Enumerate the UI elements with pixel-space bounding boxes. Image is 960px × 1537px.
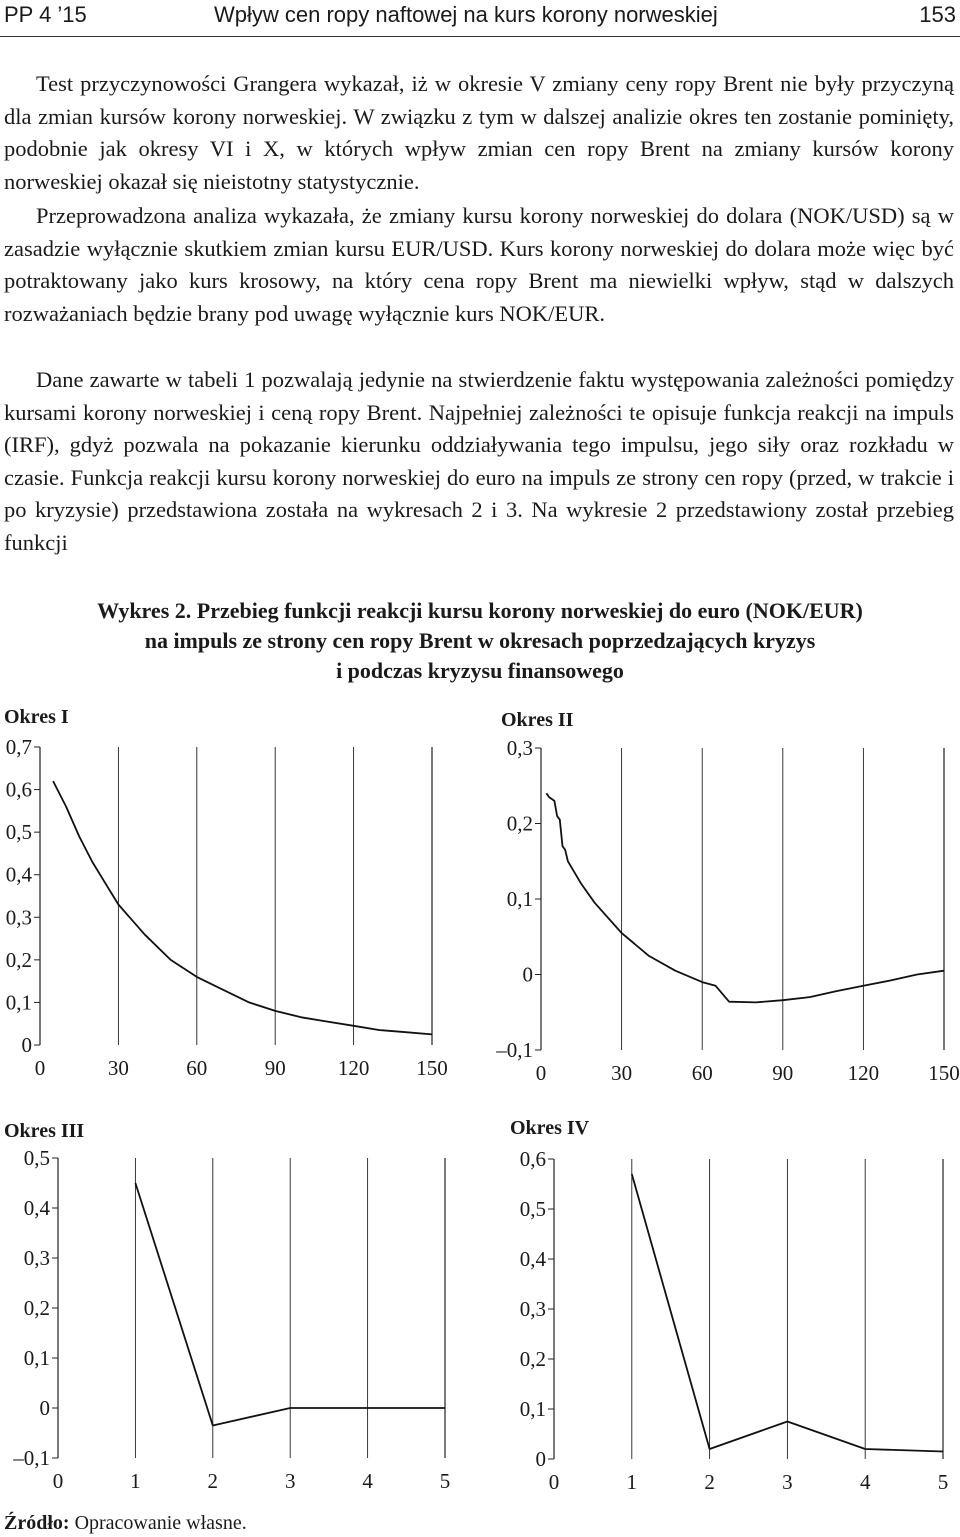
y-tick-label: 0,5 bbox=[5, 820, 32, 845]
x-tick-label: 60 bbox=[691, 1061, 713, 1085]
y-tick-label: 0,1 bbox=[506, 887, 533, 911]
y-tick-label: 0 bbox=[39, 1396, 50, 1420]
y-tick-label: 0,4 bbox=[519, 1247, 546, 1271]
y-tick-label: 0,7 bbox=[5, 735, 32, 759]
x-tick-label: 0 bbox=[548, 1470, 560, 1494]
chart-okres-4-svg bbox=[485, 1110, 955, 1505]
x-tick-label: 3 bbox=[782, 1470, 793, 1494]
page-number: 153 bbox=[919, 2, 956, 27]
running-title: Wpływ cen ropy naftowej na kurs korony norweskiej bbox=[214, 2, 718, 27]
x-tick-label: 120 bbox=[337, 1056, 370, 1080]
x-tick-label: 30 bbox=[107, 1056, 129, 1080]
y-tick-label: 0,3 bbox=[23, 1246, 50, 1270]
y-tick-label: 0,2 bbox=[23, 1296, 50, 1320]
paragraph-3: Dane zawarte w tabeli 1 pozwalają jedynie na stwierdzenie faktu występowania zależności pomiędzy kursami korony norweskiej i ceną ropy Brent. Najpełniej zależności te opisuje funkcja reakcji na impuls (IRF), gdyż pozwala na pokazanie kierunku oddziaływania tego impulsu, jego siły oraz rozkładu w czasie. Funkcja reakcji kursu korony norweskiej do euro na impuls ze strony cen ropy (przed, w trakcie i po kryzysie) przedstawiona została na wykresach 2 i 3. Na wykresie 2 przedstawiony został przebieg funkcji bbox=[4, 367, 954, 555]
x-tick-label: 0 bbox=[34, 1056, 46, 1080]
y-tick-label: 0,1 bbox=[519, 1397, 546, 1421]
y-tick-label: 0,6 bbox=[5, 777, 32, 802]
y-tick-label: 0 bbox=[522, 962, 533, 987]
x-tick-label: 60 bbox=[186, 1056, 208, 1080]
chart-title: Okres II bbox=[501, 709, 574, 731]
x-tick-label: 30 bbox=[611, 1061, 633, 1085]
chart-okres-4 bbox=[485, 1110, 955, 1505]
y-tick-label: 0,4 bbox=[5, 862, 32, 887]
x-tick-label: 2 bbox=[207, 1469, 219, 1493]
y-tick-label: 0,6 bbox=[519, 1147, 546, 1171]
caption-line-2: na impuls ze strony cen ropy Brent w okresach poprzedzających kryzys bbox=[144, 628, 816, 653]
chart-okres-2-svg bbox=[485, 700, 960, 1095]
x-tick-label: 150 bbox=[928, 1061, 960, 1085]
x-tick-label: 150 bbox=[416, 1056, 448, 1080]
y-tick-label: 0,2 bbox=[519, 1347, 546, 1371]
source-label: Źródło: bbox=[4, 1512, 70, 1534]
chart-okres-2 bbox=[485, 700, 960, 1095]
x-tick-label: 1 bbox=[626, 1470, 638, 1494]
chart-okres-1 bbox=[0, 700, 460, 1095]
x-tick-label: 1 bbox=[130, 1469, 141, 1493]
journal-issue: PP 4 ’15 bbox=[4, 2, 87, 27]
y-tick-label: 0,1 bbox=[23, 1346, 50, 1370]
y-tick-label: –0,1 bbox=[13, 1446, 50, 1470]
chart-okres-1-svg bbox=[0, 700, 460, 1095]
chart-okres-3-svg bbox=[0, 1110, 460, 1505]
y-tick-label: 0,2 bbox=[506, 811, 533, 836]
caption-line-1: Wykres 2. Przebieg funkcji reakcji kursu korony norweskiej do euro (NOK/EUR) bbox=[97, 598, 863, 623]
chart-title: Okres I bbox=[4, 706, 69, 728]
y-tick-label: 0,3 bbox=[5, 905, 32, 930]
paragraph-2: Przeprowadzona analiza wykazała, że zmiany kursu korony norweskiej do dolara (NOK/USD) są w zasadzie wyłącznie skutkiem zmian kursu EUR/USD. Kurs korony norweskiej do dolara może więc być potraktowany jako kurs krosowy, na który cena ropy Brent ma niewielki wpływ, stąd w dalszych rozważaniach będzie brany pod uwagę wyłącznie kurs NOK/EUR. bbox=[4, 203, 954, 326]
y-tick-label: 0,5 bbox=[519, 1197, 546, 1221]
x-tick-label: 4 bbox=[362, 1469, 373, 1493]
x-tick-label: 5 bbox=[937, 1470, 949, 1494]
x-tick-label: 120 bbox=[847, 1061, 880, 1085]
x-tick-label: 0 bbox=[52, 1469, 64, 1493]
x-tick-label: 90 bbox=[772, 1061, 794, 1085]
y-tick-label: 0 bbox=[21, 1033, 32, 1057]
y-tick-label: –0,1 bbox=[496, 1038, 533, 1062]
y-tick-label: 0,4 bbox=[23, 1196, 50, 1220]
series-line bbox=[546, 793, 944, 1002]
x-tick-label: 0 bbox=[535, 1061, 547, 1085]
chart-title: Okres IV bbox=[510, 1117, 590, 1139]
y-tick-label: 0 bbox=[535, 1447, 546, 1471]
figure-caption bbox=[0, 596, 960, 686]
y-tick-label: 0,3 bbox=[506, 736, 533, 760]
x-tick-label: 90 bbox=[264, 1056, 286, 1080]
y-tick-label: 0,5 bbox=[23, 1146, 50, 1170]
running-header bbox=[0, 0, 960, 37]
paragraph-1: Test przyczynowości Grangera wykazał, iż w okresie V zmiany ceny ropy Brent nie były przyczyną dla zmian kursów korony norweskiej. W związku z tym w dalszej analizie okres ten zostanie pominięty, podobnie jak okresy VI i X, w których wpływ zmian cen ropy Brent na zmiany kursów korony norweskiej okazał się nieistotny statystycznie. bbox=[4, 71, 954, 194]
chart-title: Okres III bbox=[4, 1120, 85, 1142]
series-line bbox=[53, 781, 432, 1034]
source-text: Opracowanie własne. bbox=[74, 1512, 247, 1534]
x-tick-label: 4 bbox=[859, 1470, 871, 1494]
x-tick-label: 2 bbox=[704, 1470, 715, 1494]
y-tick-label: 0,2 bbox=[5, 947, 32, 972]
source-note bbox=[4, 1512, 247, 1535]
x-tick-label: 3 bbox=[284, 1469, 296, 1493]
caption-line-3: i podczas kryzysu finansowego bbox=[336, 658, 624, 683]
chart-okres-3 bbox=[0, 1110, 460, 1505]
y-tick-label: 0,3 bbox=[519, 1297, 546, 1321]
y-tick-label: 0,1 bbox=[5, 990, 32, 1015]
x-tick-label: 5 bbox=[439, 1469, 451, 1493]
